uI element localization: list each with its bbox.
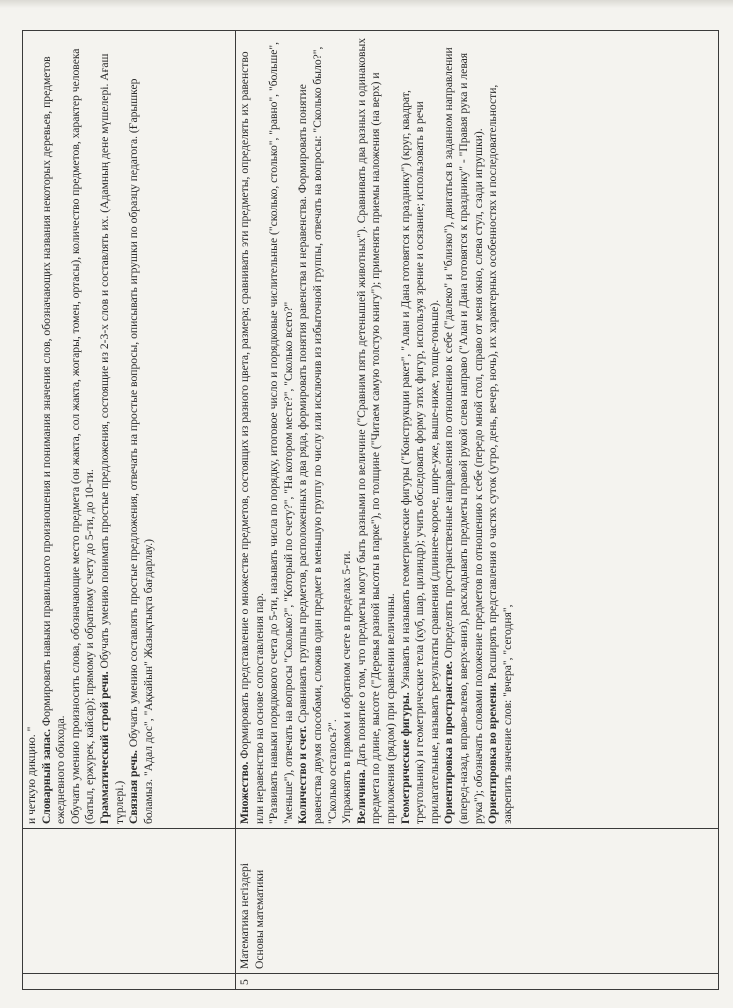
row-number-cell [23,974,236,990]
table-row [23,31,236,990]
paragraph [69,35,98,824]
paragraph [486,35,515,824]
paragraph [127,35,156,824]
subject-ru: Основы математики [252,869,266,969]
paragraph-heading: Словарный запас. [39,728,53,824]
paragraph [355,35,399,824]
paragraph-text: Формировать представление о множестве предметов, состоящих из разного цвета, размера; сравнивать эти предметы, определять их равенство или неравенство на основе сопоставления пар. [238,51,266,824]
scan-edge [0,0,733,8]
paragraph-heading: Ориентировка в пространстве. [442,661,456,824]
paragraph [442,35,486,824]
paragraph [98,35,127,824]
paragraph-heading: Количество и счет. [296,725,310,824]
paragraph-heading: Множество. [238,761,251,824]
row-number-cell: 5 [236,974,719,990]
paragraph-text: Дать понятие о том, что предметы могут быть разными по величине ("Сравним пять детенышей животных"). Сравнивать два разных и одинаковых предмета по длине, высоте ("Деревья разной высоты в парке"), по толщине ("Читаем самую толстую книгу"); применять приемы наложения (на верх) и приложения (рядом) при сравнении величины. [354,37,397,824]
content-cell [23,31,236,829]
paragraph-text: Упражнять в прямом и обратном счете в пределах 5-ти. [340,550,354,824]
paragraph-text: Обучать умению понимать простые предложения, состоящие из 2-3-х слов и составлять их. (Адамның дене мүшелері. Ағаш түрлері.) [97,53,126,824]
paragraph [399,35,443,824]
paragraph-text: Узнавать и называть геометрические фигуры ("Конструкции ракет", "Алан и Дана готовятся к празднику") (круг, квадрат, треугольник) и геометрические тела (куб, шар, цилиндр); учить обследовать форму этих фигур, используя зрение и осязание; использовать в речи прилагательные, называть результаты сравнения (длиннее-короче, шире-уже, выше-ниже, толще-тоньше). [398,90,441,824]
paragraph-text: Определять пространственные направления по отношению к себе ("далеко" и "близко"), двигаться в заданном направлении (вперед-назад, вправо-влево, вверх-вниз), раскладывать предметы правой рукой слева направо ("Алан и Дана готовятся к празднику" - "Правая рука и левая рука"); обозначать словами положение предметов по отношению к себе (передо мной стол, справо от меня окно, слева стул, сзади игрушки). [442,47,485,824]
paragraph [340,35,355,824]
paragraph-text: Формировать навыки правильного произношения и понимания значения слов, обозначающих названия некоторых деревьев, предметов ежедневного обихода. [39,56,68,824]
subject-kz: Математика негіздері [238,862,251,969]
paragraph-heading: Связная речь. [127,750,141,824]
paragraph-text: Обучать умению составлять простые предложения, отвечать на простые вопросы, описывать игрушки по образцу педагога. (Ғарышкер боламыз. "Адал дос", "Ақкайын" Жазықтықта бағдарлау.) [127,78,155,824]
curriculum-table [22,30,719,990]
paragraph-text: Сравнивать группы предметов, расположенных в два ряда, формировать понятия равенства и неравенства. Формировать понятие равенства двумя способами, сложив один предмет в меньшую группу по числу или исключив из избыточной группы, отвечать на вопросы: "Сколько было?", "Сколько осталось?". [296,46,339,824]
paragraph-text: Расширять представления о частях суток (утро, день, вечер, ночь), их характерных особенностях и последовательности, закрепить значение слов: "вчера", "сегодня", [486,84,514,824]
rotated-document [22,30,712,990]
subject-cell [23,829,236,974]
paragraph-heading: Ориентировка во времени. [486,682,500,824]
paragraph [238,35,267,824]
paragraph-heading: Геометрические фигуры. [398,692,412,824]
paragraph-heading: Величина. [354,769,368,824]
paragraph-text: и четкую дикцию. " [25,726,38,824]
paragraph [40,35,69,824]
paragraph [25,35,40,824]
subject-cell [236,829,719,974]
paragraph-text: "Развивать навыки порядкового счета до 5-ти, называть числа по порядку, итоговое число и порядковые числительные ("сколько, столько", "равно", "больше", "меньше"), отвечать на вопросы "Сколько?", "Который по счету?", "На котором месте?", "Сколько всего?" [267,41,295,824]
table-row [236,31,719,990]
paragraph-heading: Грамматический строй речи. [97,671,111,824]
content-cell [236,31,719,829]
paragraph-text: Обучать умению произносить слова, обозначающие место предмета (он жакта, сол жакта, жогары, томен, ортасы), количество предметов, характер человека (батыл, ержурек, кайсар); прямому и обратному счету до 5-ти, до 10-ти. [68,48,97,824]
paragraph [267,35,296,824]
paragraph [296,35,340,824]
